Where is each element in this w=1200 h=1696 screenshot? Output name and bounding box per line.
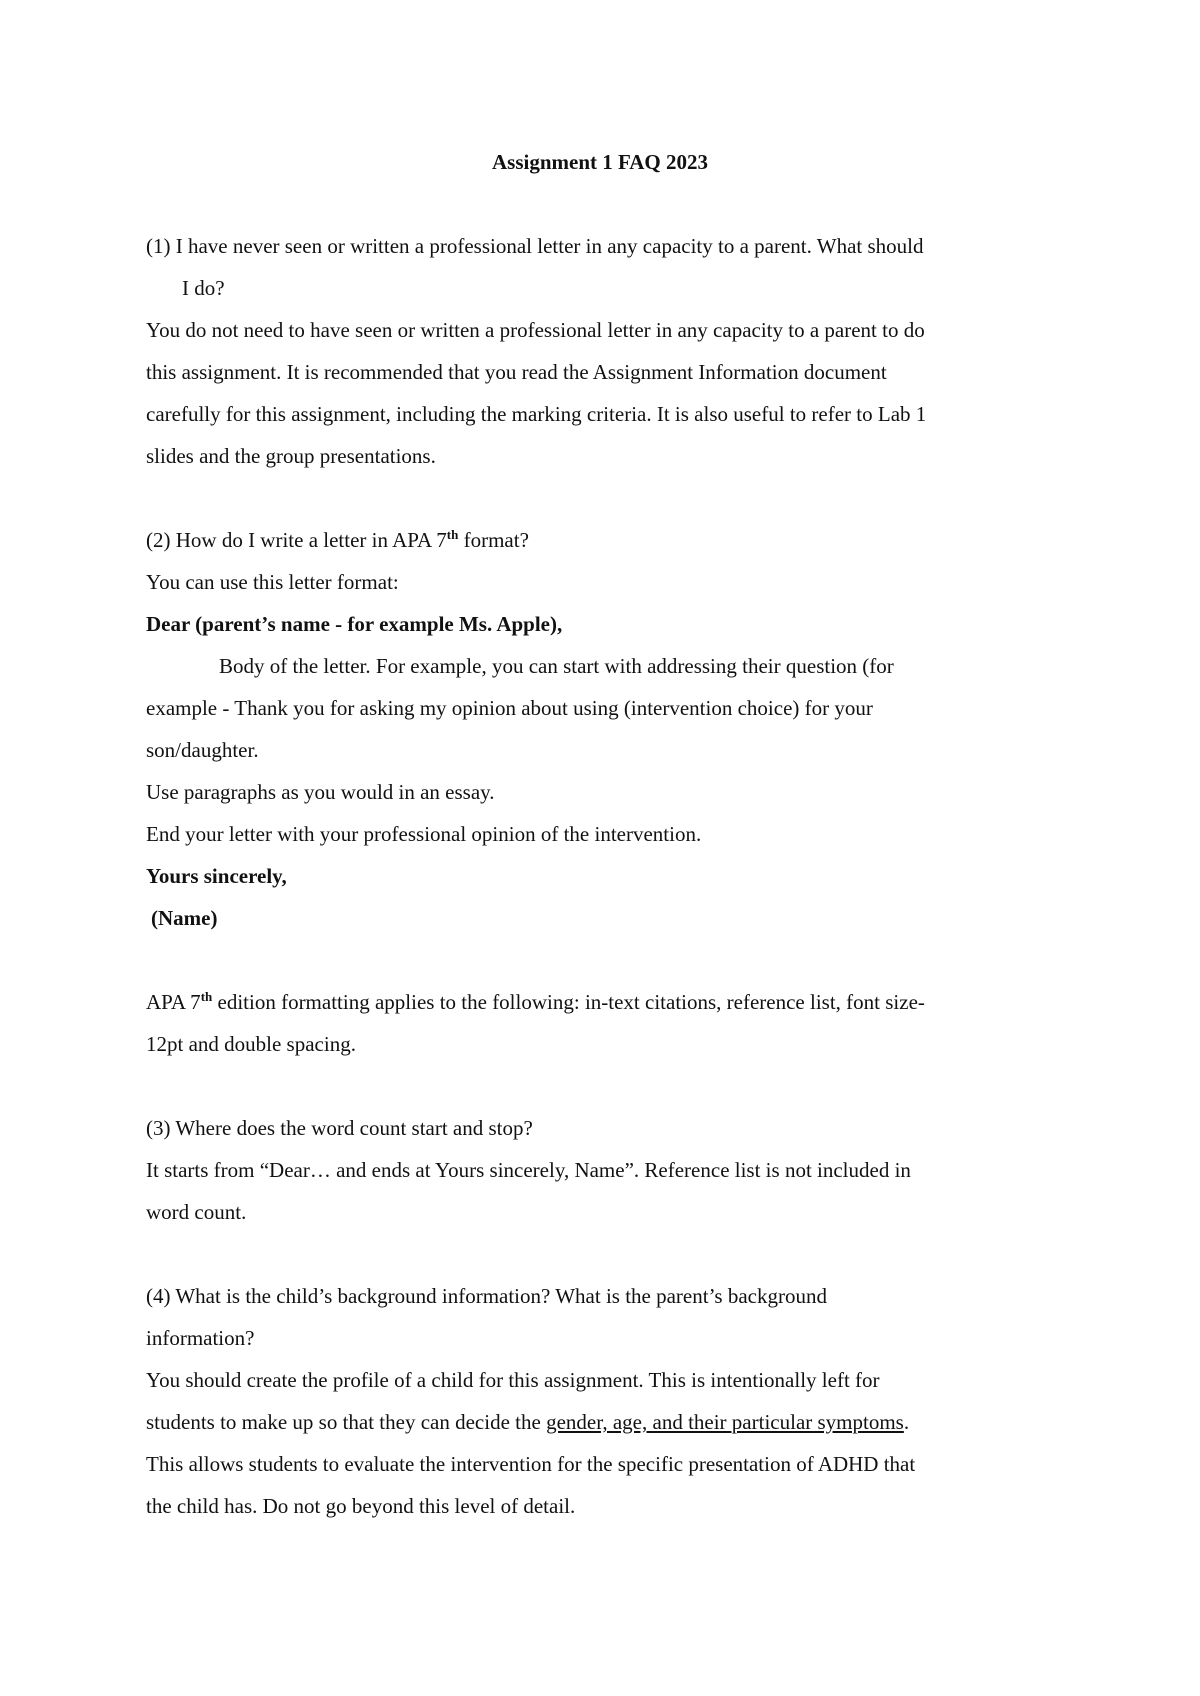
faq-answer-4-line-4: the child has. Do not go beyond this level of detail.: [146, 1494, 576, 1518]
faq-question-4-line-2: information?: [146, 1326, 255, 1350]
letter-body-line-1: Body of the letter. For example, you can start with addressing their question (for: [219, 654, 894, 678]
faq-answer-3-line-2: word count.: [146, 1200, 247, 1224]
faq-answer-4-line-1: You should create the profile of a child for this assignment. This is intentionally left for: [146, 1368, 880, 1392]
apa-note-text: APA 7: [146, 990, 201, 1014]
faq-question-1-line-2: I do?: [182, 276, 225, 300]
faq-answer-1-line-1: You do not need to have seen or written a professional letter in any capacity to a parent to do: [146, 318, 925, 342]
faq-question-4-line-1: (4) What is the child’s background information? What is the parent’s background: [146, 1284, 827, 1308]
faq-question-2-text-end: format?: [458, 528, 529, 552]
faq-question-2: [146, 526, 529, 554]
faq-answer-3-line-1: It starts from “Dear… and ends at Yours sincerely, Name”. Reference list is not included in: [146, 1158, 911, 1182]
faq-question-3: (3) Where does the word count start and stop?: [146, 1116, 533, 1140]
apa-format-note-line-1: [146, 988, 925, 1016]
faq-answer-1-line-3: carefully for this assignment, including the marking criteria. It is also useful to refer to Lab 1: [146, 402, 927, 426]
faq-question-2-text: (2) How do I write a letter in APA 7: [146, 528, 447, 552]
apa-note-text-end: edition formatting applies to the following: in-text citations, reference list, font size-: [212, 990, 925, 1014]
faq-answer-1-line-2: this assignment. It is recommended that you read the Assignment Information document: [146, 360, 887, 384]
faq-answer-4-line-2: [146, 1408, 909, 1436]
letter-body-line-5: End your letter with your professional opinion of the intervention.: [146, 822, 702, 846]
faq-answer-4-period: .: [903, 1410, 910, 1434]
letter-closing: Yours sincerely,: [146, 864, 287, 888]
superscript-th: th: [200, 989, 213, 1004]
page-title: Assignment 1 FAQ 2023: [491, 150, 709, 174]
apa-format-note-line-2: 12pt and double spacing.: [146, 1032, 356, 1056]
letter-signature-name: (Name): [151, 906, 218, 930]
superscript-th: th: [446, 527, 459, 542]
letter-body-line-3: son/daughter.: [146, 738, 259, 762]
faq-answer-4-line-3: This allows students to evaluate the intervention for the specific presentation of ADHD that: [146, 1452, 916, 1476]
letter-body-line-2: example - Thank you for asking my opinion about using (intervention choice) for your: [146, 696, 873, 720]
letter-salutation: Dear (parent’s name - for example Ms. Apple),: [146, 612, 563, 636]
letter-body-line-4: Use paragraphs as you would in an essay.: [146, 780, 495, 804]
letter-format-intro: You can use this letter format:: [146, 570, 399, 594]
faq-answer-1-line-4: slides and the group presentations.: [146, 444, 436, 468]
faq-answer-4-text: students to make up so that they can decide the: [146, 1410, 547, 1434]
faq-question-1-line-1: (1) I have never seen or written a professional letter in any capacity to a parent. What should: [146, 234, 924, 258]
underlined-phrase: gender, age, and their particular symptoms: [546, 1410, 904, 1434]
